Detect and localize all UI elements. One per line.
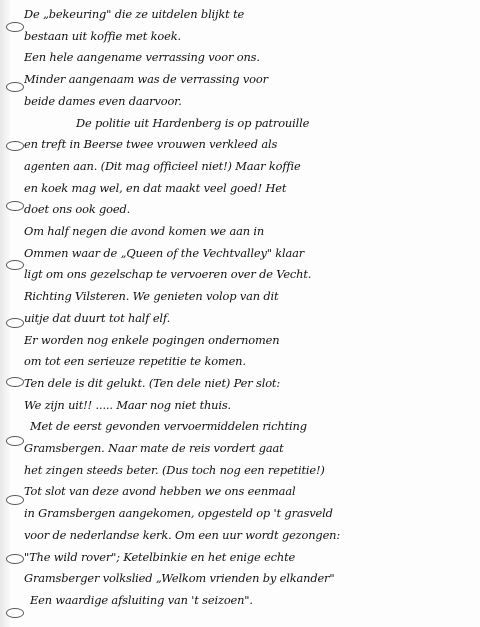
text-line: Om half negen die avond komen we aan in — [24, 224, 265, 239]
text-line: om tot een serieuze repetitie te komen. — [24, 354, 246, 369]
text-line: De „bekeuring" die ze uitdelen blijkt te — [24, 7, 245, 21]
binder-hole — [6, 22, 24, 32]
text-line: We zijn uit!! ..... Maar nog niet thuis. — [24, 397, 232, 412]
text-line: bestaan uit koffie met koek. — [24, 28, 181, 43]
text-line: Er worden nog enkele pogingen ondernomen — [24, 332, 280, 347]
text-line: en treft in Beerse twee vrouwen verkleed als — [24, 137, 278, 152]
text-line: Ten dele is dit gelukt. (Ten dele niet) Per slot: — [24, 375, 281, 390]
binder-hole — [6, 318, 24, 328]
text-line: Minder aangenaam was de verrassing voor — [24, 72, 268, 87]
binder-hole — [6, 495, 24, 505]
text-line: Ommen waar de „Queen of the Vechtvalley" klaar — [24, 245, 305, 260]
text-line: Richting Vilsteren. We genieten volop van dit — [24, 289, 279, 304]
text-line: Gramsbergen. Naar mate de reis vordert gaat — [24, 441, 284, 456]
text-line: agenten aan. (Dit mag officieel niet!) Maar koffie — [24, 158, 301, 173]
text-line: Een waardige afsluiting van 't seizoen". — [30, 592, 253, 607]
text-line: ligt om ons gezelschap te vervoeren over de Vecht. — [24, 267, 312, 282]
binder-hole — [6, 201, 24, 211]
text-line: en koek mag wel, en dat maakt veel goed! Het — [24, 180, 287, 195]
text-line: De politie uit Hardenberg is op patrouille — [76, 115, 310, 130]
text-line: uitje dat duurt tot half elf. — [24, 310, 171, 325]
text-line: Gramsberger volkslied „Welkom vrienden by elkander" — [24, 571, 335, 586]
binder-hole — [6, 377, 24, 387]
binder-hole — [6, 554, 24, 564]
text-line: beide dames even daarvoor. — [24, 93, 182, 108]
handwritten-text — [24, 4, 476, 619]
binder-hole — [6, 141, 24, 151]
binder-hole — [6, 608, 24, 618]
text-line: doet ons ook goed. — [24, 202, 131, 217]
binder-hole — [6, 260, 24, 270]
binder-hole — [6, 436, 24, 446]
text-line: voor de nederlandse kerk. Om een uur wordt gezongen: — [24, 527, 341, 542]
text-line: het zingen steeds beter. (Dus toch nog een repetitie!) — [24, 462, 325, 477]
text-line: in Gramsbergen aangekomen, opgesteld op 't grasveld — [24, 506, 333, 521]
text-line: Een hele aangename verrassing voor ons. — [24, 50, 260, 65]
text-line: "The wild rover"; Ketelbinkie en het enige echte — [24, 549, 296, 564]
binder-hole — [6, 82, 24, 92]
text-line: Tot slot van deze avond hebben we ons eenmaal — [24, 484, 296, 499]
text-line: Met de eerst gevonden vervoermiddelen richting — [30, 419, 307, 434]
